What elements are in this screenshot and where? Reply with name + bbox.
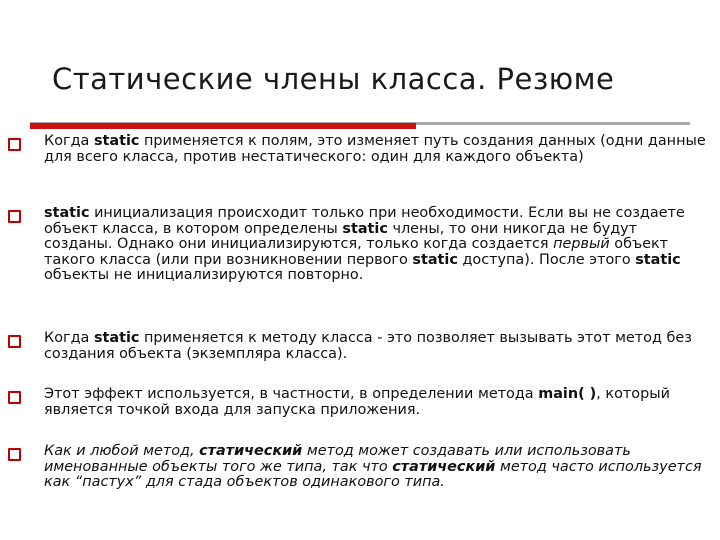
hollow-square-bullet-icon [8,391,21,404]
italic-text: метод может создавать или использовать именованные объекты того же типа, так что [44,443,631,475]
body-text: члены, то они никогда не будут созданы. Однако они инициализируются, только когда создается [44,220,638,252]
body-text: объекты не инициализируются повторно. [44,267,364,283]
keyword-text: static [93,330,140,346]
italic-keyword-text: статический [392,458,496,475]
hollow-square-bullet-icon [8,335,21,348]
hollow-square-bullet-icon [8,448,21,461]
body-text: применяется к полям, это изменяет путь создания данных (одни данные для всего класса, против нестатического: один для каждого объекта) [44,133,706,165]
keyword-text: static [635,251,681,268]
body-text: , который является точкой входа для запуска приложения. [44,386,670,418]
body-text: инициализация происходит только при необходимости. Если вы не создаете объект класса, в котором определены [44,205,685,237]
italic-text: Как и любой метод, [44,443,200,459]
body-text: объект такого класса (или при возникновении первого [44,236,669,268]
hollow-square-bullet-icon [8,210,21,223]
body-text: Когда [44,133,94,149]
body-text: Когда [44,330,94,346]
italic-keyword-text: статический [199,443,303,459]
italic-text: метод часто используется как “пастух” для стада объектов одинакового типа. [44,458,702,490]
keyword-text: static [44,205,90,221]
title-accent-bar [30,123,416,129]
bullet-text [44,444,708,491]
keyword-text: static [412,251,458,268]
bullet-text [44,387,708,418]
body-text: доступа). После этого [457,251,636,268]
italic-text: первый [553,236,610,252]
keyword-text: static [342,220,388,237]
keyword-text: static [93,133,140,149]
body-text: Этот эффект используется, в частности, в определении метода [44,386,539,402]
body-text: применяется к методу класса - это позволяет вызывать этот метод без создания объекта (экземпляра класса). [44,330,692,362]
keyword-text: main( ) [538,386,597,402]
hollow-square-bullet-icon [8,138,21,151]
bullet-text [44,134,708,165]
bullet-text [44,331,708,362]
slide-title: Статические члены класса. Резюме [52,62,615,96]
bullet-text [44,206,708,284]
